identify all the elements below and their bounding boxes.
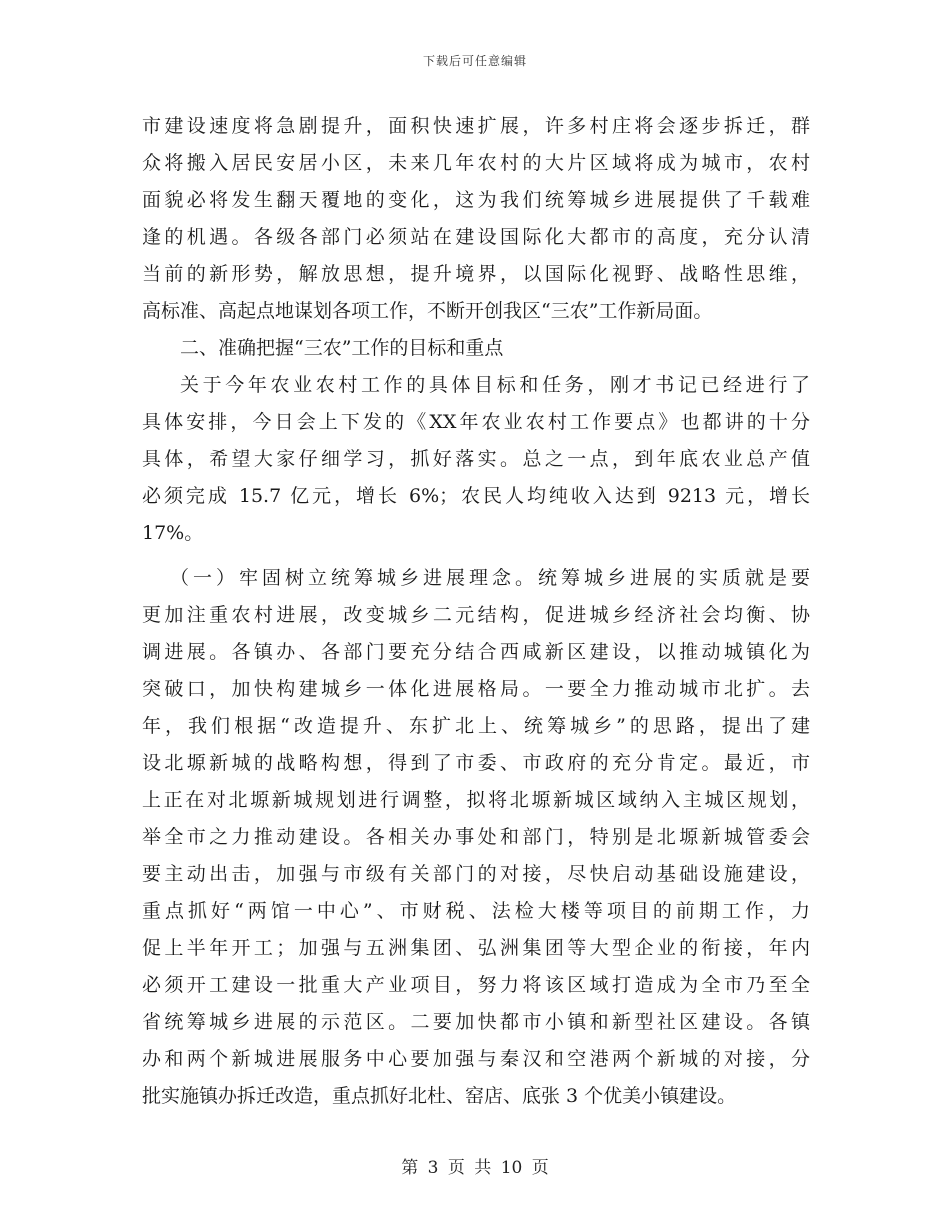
text-line: 市建设速度将急剧提升，面积快速扩展，许多村庄将会逐步拆迁，群 — [142, 115, 810, 137]
text-line: 当前的新形势，解放思想，提升境界，以国际化视野、战略性思维， — [142, 263, 810, 285]
text-line: 年，我们根据“改造提升、东扩北上、统筹城乡”的思路，提出了建 — [142, 715, 810, 737]
subsection-heading-line: （一）牢固树立统筹城乡进展理念。统筹城乡进展的实质就是要 — [170, 567, 810, 589]
text-line: 办和两个新城进展服务中心要加强与秦汉和空港两个新城的对接，分 — [142, 1048, 810, 1070]
text-line: 面貌必将发生翻天覆地的变化，这为我们统筹城乡进展提供了千载难 — [142, 189, 810, 211]
page-number: 第 3 页 共 10 页 — [401, 1158, 549, 1178]
text-line: 具体，希望大家仔细学习，抓好落实。总之一点，到年底农业总产值 — [142, 448, 810, 470]
text-line: 众将搬入居民安居小区，未来几年农村的大片区域将成为城市，农村 — [142, 152, 810, 174]
section-heading: 二、准确把握“三农”工作的目标和重点 — [180, 337, 504, 359]
text-line: 具体安排，今日会上下发的《XX年农业农村工作要点》也都讲的十分 — [142, 411, 810, 433]
text-line: 设北塬新城的战略构想，得到了市委、市政府的充分肯定。最近，市 — [142, 752, 810, 774]
text-line: 突破口，加快构建城乡一体化进展格局。一要全力推动城市北扩。去 — [142, 678, 810, 700]
text-line: 批实施镇办拆迁改造，重点抓好北杜、窑店、底张 3 个优美小镇建设。 — [142, 1085, 737, 1107]
text-line: 要主动出击，加强与市级有关部门的对接，尽快启动基础设施建设， — [142, 863, 810, 885]
text-line: 促上半年开工；加强与五洲集团、弘洲集团等大型企业的衔接，年内 — [142, 937, 810, 959]
text-line: 重点抓好“两馆一中心”、市财税、法检大楼等项目的前期工作，力 — [142, 900, 810, 922]
text-line: 省统筹城乡进展的示范区。二要加快都市小镇和新型社区建设。各镇 — [142, 1011, 810, 1033]
text-line: 调进展。各镇办、各部门要充分结合西咸新区建设，以推动城镇化为 — [142, 641, 810, 663]
text-line: 必须开工建设一批重大产业项目，努力将该区域打造成为全市乃至全 — [142, 974, 810, 996]
text-line: 必须完成 15.7 亿元，增长 6%；农民人均纯收入达到 9213 元，增长 — [142, 485, 810, 507]
text-line: 高标准、高起点地谋划各项工作，不断开创我区“三农”工作新局面。 — [142, 300, 713, 322]
document-body — [142, 108, 810, 1115]
text-line: 更加注重农村进展，改变城乡二元结构，促进城乡经济社会均衡、协 — [142, 604, 810, 626]
text-line: 逢的机遇。各级各部门必须站在建设国际化大都市的高度，充分认清 — [142, 226, 810, 248]
text-line: 上正在对北塬新城规划进行调整，拟将北塬新城区域纳入主城区规划， — [142, 789, 810, 811]
text-line: 关于今年农业农村工作的具体目标和任务，刚才书记已经进行了 — [180, 374, 810, 396]
text-line: 举全市之力推动建设。各相关办事处和部门，特别是北塬新城管委会 — [142, 826, 810, 848]
text-line: 17%。 — [142, 522, 204, 544]
header-note: 下载后可任意编辑 — [422, 54, 527, 68]
